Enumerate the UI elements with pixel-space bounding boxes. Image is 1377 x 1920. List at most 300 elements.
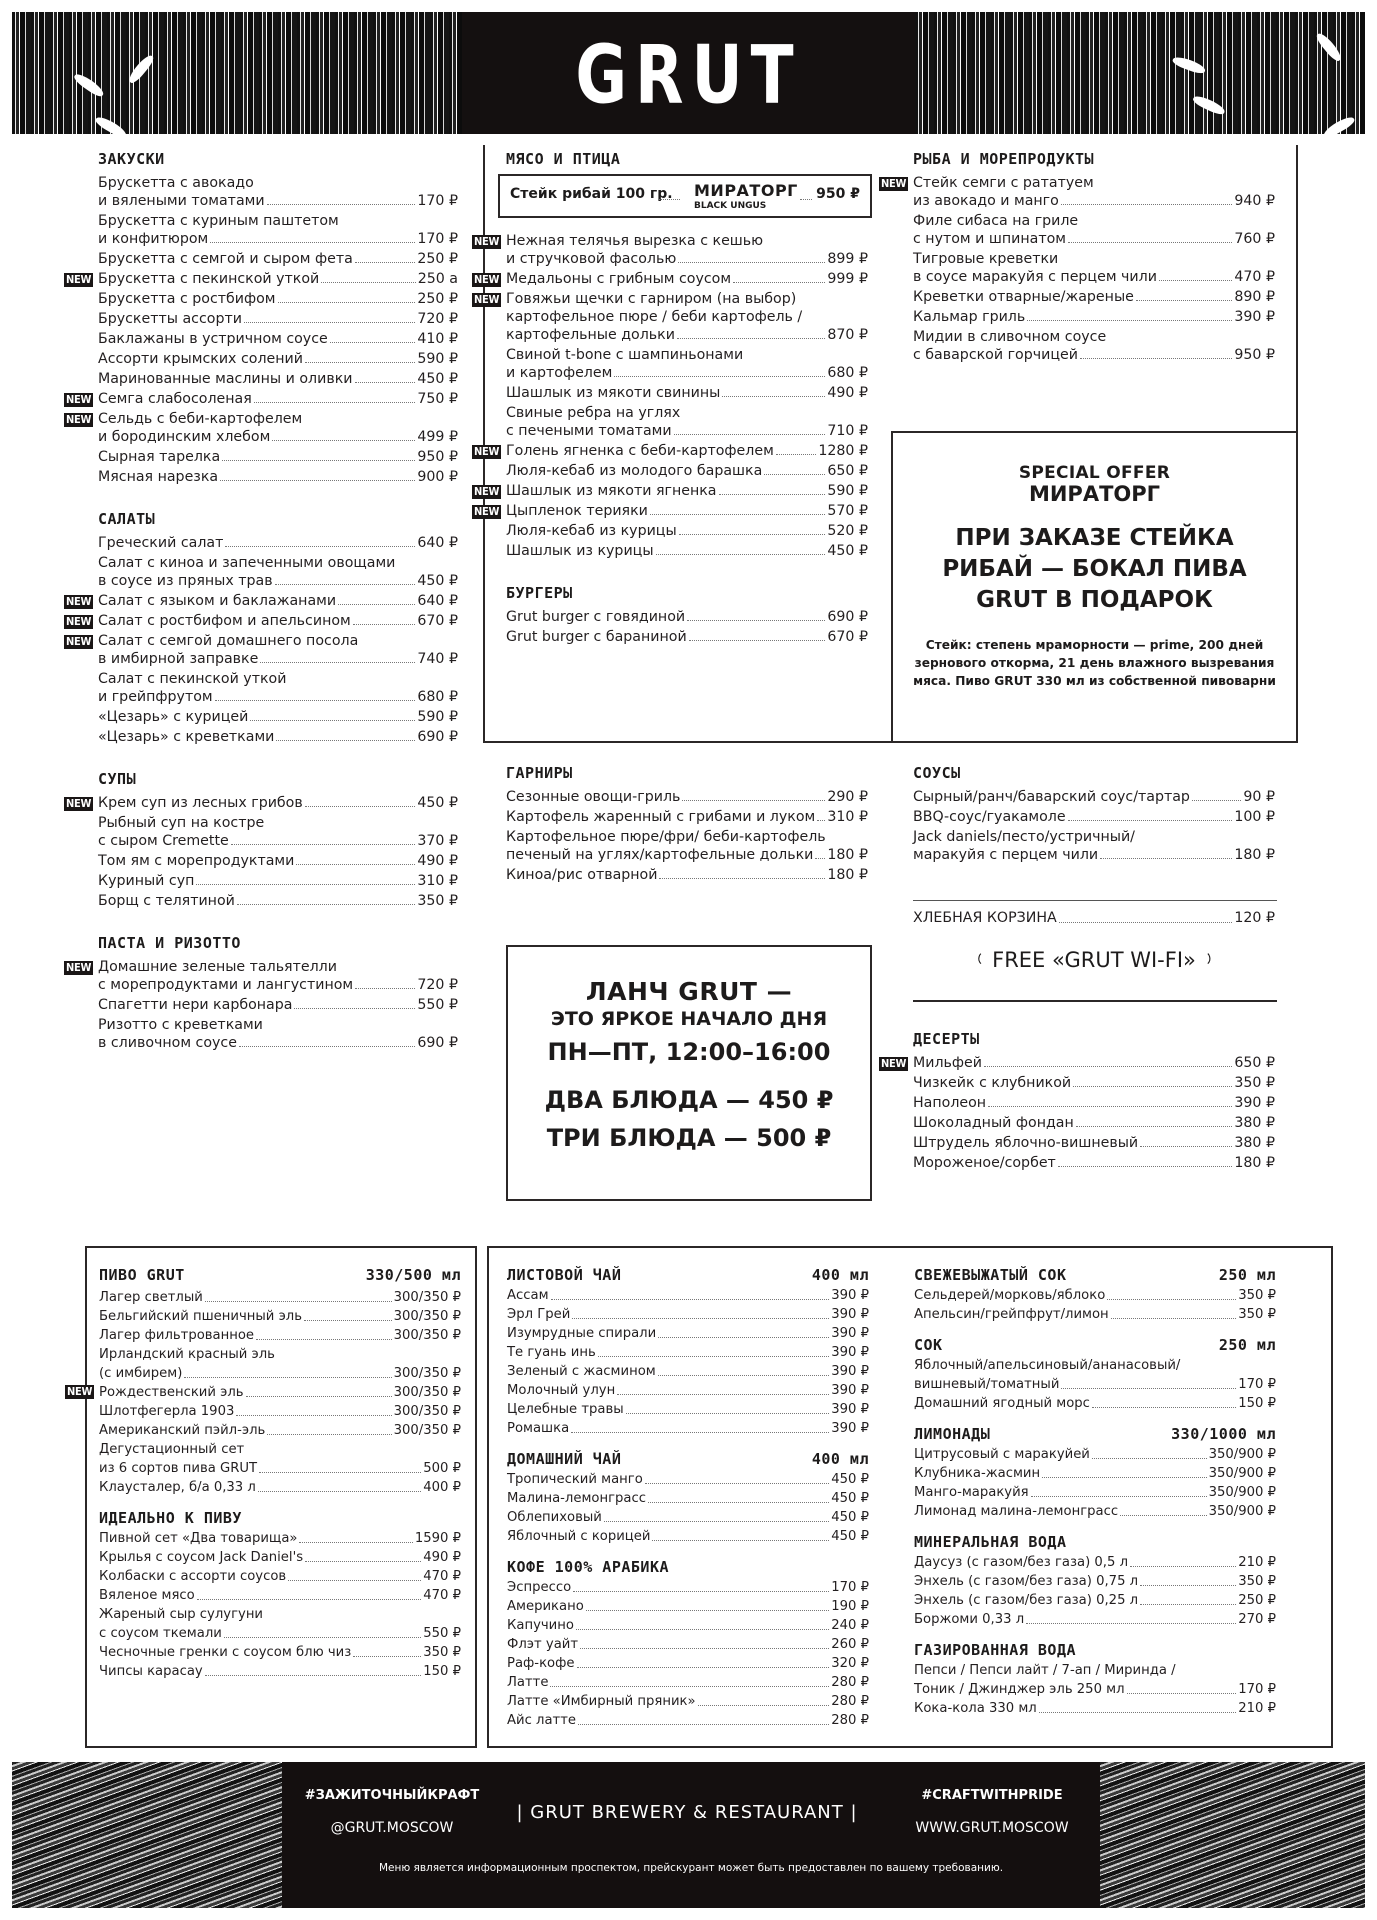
item-price: 320 ₽ <box>831 1656 869 1671</box>
new-badge: NEW <box>66 595 92 608</box>
section-ryba <box>881 146 1275 366</box>
menu-item <box>98 370 458 390</box>
item-name: и бородинским хлебом <box>98 429 271 445</box>
dot-leader <box>260 662 415 663</box>
instagram-handle[interactable]: @GRUT.MOSCOW <box>330 1820 454 1836</box>
item-price: 650 ₽ <box>827 463 868 479</box>
section-title <box>99 1262 461 1284</box>
section-pivo <box>67 1262 461 1681</box>
menu-item <box>507 1305 869 1324</box>
item-name: Grut burger с бараниной <box>506 629 687 645</box>
item-price: 210 ₽ <box>1238 1701 1276 1716</box>
menu-item <box>98 670 458 708</box>
item-price: 240 ₽ <box>831 1618 869 1633</box>
item-name: Американо <box>507 1599 584 1614</box>
item-price: 180 ₽ <box>1234 847 1275 863</box>
item-name: Латте «Имбирный пряник» <box>507 1694 696 1709</box>
item-name: Ассорти крымских солений <box>98 351 303 367</box>
new-badge: NEW <box>66 615 92 628</box>
menu-item <box>99 1402 461 1421</box>
menu-item <box>99 1605 461 1643</box>
header-band <box>12 12 1365 134</box>
item-name: печеный на углях/картофельные дольки <box>506 847 814 863</box>
item-name: Шашлык из мякоти ягненка <box>506 483 717 499</box>
menu-item <box>66 270 458 290</box>
item-name: и картофелем <box>506 365 613 381</box>
dot-leader <box>682 800 825 801</box>
menu-item <box>98 250 458 270</box>
item-price: 380 ₽ <box>1234 1115 1275 1131</box>
menu-item <box>99 1662 461 1681</box>
menu-item <box>98 1016 458 1054</box>
menu-item <box>98 728 458 748</box>
dot-leader <box>305 362 415 363</box>
item-name: Шлотфегерла 1903 <box>99 1404 235 1419</box>
volume-label: 400 мл <box>811 1450 869 1468</box>
dot-leader <box>678 262 825 263</box>
item-name: Энхель (с газом/без газа) 0,25 л <box>914 1593 1139 1608</box>
item-name: Крылья с соусом Jack Daniel's <box>99 1550 304 1565</box>
item-price: 450 ₽ <box>827 543 868 559</box>
dot-leader <box>1127 1693 1237 1694</box>
featured-steak <box>498 174 872 218</box>
item-name: Айс латте <box>507 1713 577 1728</box>
menu-item <box>66 794 458 814</box>
item-name: Том ям с морепродуктами <box>98 853 295 869</box>
menu-item <box>507 1578 869 1597</box>
footer-texture-right <box>1100 1762 1365 1908</box>
section-myaso <box>474 146 868 562</box>
dot-leader <box>1107 1299 1236 1300</box>
dot-leader <box>645 1483 829 1484</box>
new-badge: NEW <box>881 1057 907 1070</box>
item-name-line: Мидии в сливочном соусе <box>913 329 1107 345</box>
section-title <box>507 1446 869 1468</box>
item-price: 690 ₽ <box>417 1035 458 1051</box>
item-price: 390 ₽ <box>831 1421 869 1436</box>
section-title-text: ПИВО GRUT <box>99 1266 185 1284</box>
section-deserty <box>881 1026 1275 1174</box>
item-price: 120 ₽ <box>1234 910 1275 926</box>
section-title-text: СОК <box>914 1336 943 1354</box>
dot-leader <box>817 820 825 821</box>
menu-item <box>914 1356 1276 1394</box>
item-price: 390 ₽ <box>831 1383 869 1398</box>
item-price: 670 ₽ <box>417 613 458 629</box>
item-price: 900 ₽ <box>417 469 458 485</box>
new-badge: NEW <box>474 235 500 248</box>
menu-item <box>914 1445 1276 1464</box>
menu-item <box>98 814 458 852</box>
menu-item <box>98 350 458 370</box>
item-name: Греческий салат <box>98 535 224 551</box>
item-price: 450 ₽ <box>417 573 458 589</box>
menu-item <box>914 1699 1276 1718</box>
item-price: 680 ₽ <box>827 365 868 381</box>
item-name: «Цезарь» с креветками <box>98 729 275 745</box>
menu-item <box>507 1362 869 1381</box>
menu-item <box>914 1394 1276 1413</box>
menu-item <box>914 1464 1276 1483</box>
section-title-text: СВЕЖЕВЫЖАТЫЙ СОК <box>914 1266 1067 1284</box>
hashtag-ru: #ЗАЖИТОЧНЫЙКРАФТ <box>304 1788 480 1803</box>
dot-leader <box>276 740 415 741</box>
menu-item <box>507 1286 869 1305</box>
divider-wifi <box>913 1000 1277 1002</box>
item-name: Сезонные овощи-гриль <box>506 789 681 805</box>
item-price: 350 ₽ <box>1238 1307 1276 1322</box>
menu-item <box>67 1383 461 1402</box>
item-name: Мороженое/сорбет <box>913 1155 1056 1171</box>
item-name: Шоколадный фондан <box>913 1115 1074 1131</box>
item-name-line: Яблочный/апельсиновый/ананасовый/ <box>914 1358 1181 1373</box>
item-name: с соусом ткемали <box>99 1626 222 1641</box>
menu-item <box>98 996 458 1016</box>
item-name: (с имбирем) <box>99 1366 183 1381</box>
item-name-line: Салат с семгой домашнего посола <box>98 633 359 649</box>
item-price: 499 ₽ <box>417 429 458 445</box>
menu-item <box>99 1586 461 1605</box>
dot-leader <box>1140 1604 1236 1605</box>
dot-leader <box>1027 320 1232 321</box>
item-price: 410 ₽ <box>417 331 458 347</box>
dot-leader <box>215 700 416 701</box>
menu-item <box>914 1305 1276 1324</box>
item-price: 260 ₽ <box>831 1637 869 1652</box>
new-badge: NEW <box>66 797 92 810</box>
item-name: Медальоны с грибным соусом <box>506 271 732 287</box>
dot-leader <box>330 342 416 343</box>
special-headline <box>893 523 1296 616</box>
item-name: Цыпленок терияки <box>506 503 648 519</box>
column-cold-drinks <box>914 1262 1276 1718</box>
item-name: Сырный/ранч/баварский соус/тартар <box>913 789 1190 805</box>
item-price: 1590 ₽ <box>414 1531 461 1546</box>
menu-item <box>913 1074 1275 1094</box>
dot-leader <box>1080 358 1232 359</box>
menu-item <box>506 866 868 886</box>
menu-item <box>66 390 458 410</box>
menu-item <box>99 1421 461 1440</box>
dot-leader <box>267 204 416 205</box>
item-price: 450 ₽ <box>831 1491 869 1506</box>
item-price: 350 ₽ <box>1238 1288 1276 1303</box>
dot-leader <box>614 376 825 377</box>
item-price: 450 ₽ <box>831 1510 869 1525</box>
item-price: 870 ₽ <box>827 327 868 343</box>
item-price: 470 ₽ <box>423 1588 461 1603</box>
item-price: 310 ₽ <box>417 873 458 889</box>
item-price: 490 ₽ <box>423 1550 461 1565</box>
item-name: Баклажаны в устричном соусе <box>98 331 328 347</box>
dot-leader <box>304 1320 392 1321</box>
dot-leader <box>236 1415 391 1416</box>
volume-label: 400 мл <box>811 1266 869 1284</box>
item-price: 370 ₽ <box>417 833 458 849</box>
dot-leader <box>1130 1566 1236 1567</box>
section-title: САЛАТЫ <box>98 510 156 528</box>
menu-item <box>99 1326 461 1345</box>
dot-leader <box>1058 1166 1233 1167</box>
section-title: РЫБА И МОРЕПРОДУКТЫ <box>913 150 1095 168</box>
menu-item <box>98 174 458 212</box>
item-name: Облепиховый <box>507 1510 602 1525</box>
item-name: с печеными томатами <box>506 423 672 439</box>
note-line: мяса. Пиво GRUT 330 мл из собственной пивоварни <box>913 674 1276 688</box>
dot-leader <box>205 1675 422 1676</box>
dot-leader <box>580 1648 829 1649</box>
item-name: из 6 сортов пива GRUT <box>99 1461 258 1476</box>
item-name: Лагер фильтрованное <box>99 1328 255 1343</box>
menu-item <box>914 1610 1276 1629</box>
dot-leader <box>1042 1477 1207 1478</box>
dot-leader <box>258 1491 421 1492</box>
menu-item <box>98 852 458 872</box>
item-price: 310 ₽ <box>827 809 868 825</box>
item-price: 190 ₽ <box>831 1599 869 1614</box>
volume-label: 250 мл <box>1218 1336 1276 1354</box>
menu-item <box>99 1643 461 1662</box>
menu-item <box>914 1502 1276 1521</box>
dot-leader <box>267 1434 391 1435</box>
section-pasta <box>66 930 458 1054</box>
new-badge: NEW <box>66 961 92 974</box>
item-price: 570 ₽ <box>827 503 868 519</box>
item-price: 390 ₽ <box>831 1364 869 1379</box>
item-price: 590 ₽ <box>417 709 458 725</box>
item-price: 450 ₽ <box>831 1472 869 1487</box>
item-price: 300/350 ₽ <box>393 1404 461 1419</box>
item-price: 380 ₽ <box>1234 1135 1275 1151</box>
menu-item <box>507 1381 869 1400</box>
menu-item <box>506 384 868 404</box>
dot-leader <box>1100 858 1232 859</box>
item-name: Семга слабосоленая <box>98 391 252 407</box>
dot-leader <box>355 382 416 383</box>
section-title: СУПЫ <box>98 770 137 788</box>
dot-leader <box>984 1066 1232 1067</box>
item-name: Мясная нарезка <box>98 469 219 485</box>
section-title: ПАСТА И РИЗОТТО <box>98 934 241 952</box>
item-name: Чесночные гренки с соусом блю чиз <box>99 1645 352 1660</box>
dot-leader <box>222 460 415 461</box>
item-name: Зеленый с жасмином <box>507 1364 656 1379</box>
dot-leader <box>626 1413 830 1414</box>
item-name-line: Ирландский красный эль <box>99 1347 275 1362</box>
menu-item <box>914 1483 1276 1502</box>
item-price: 470 ₽ <box>423 1569 461 1584</box>
item-name: Киноа/рис отварной <box>506 867 658 883</box>
item-name: Сельдерей/морковь/яблоко <box>914 1288 1106 1303</box>
item-price: 450 ₽ <box>831 1529 869 1544</box>
item-name: Grut burger с говядиной <box>506 609 686 625</box>
item-name: Ромашка <box>507 1421 570 1436</box>
dot-leader <box>1092 1407 1236 1408</box>
item-name: Пивной сет «Два товарища» <box>99 1531 298 1546</box>
dot-leader <box>687 620 825 621</box>
dot-leader <box>224 1637 421 1638</box>
item-price: 170 ₽ <box>417 193 458 209</box>
item-name-line: Тигровые креветки <box>913 251 1059 267</box>
item-price: 180 ₽ <box>827 847 868 863</box>
new-badge: NEW <box>474 485 500 498</box>
item-price: 350 ₽ <box>423 1645 461 1660</box>
menu-item <box>913 288 1275 308</box>
item-name: и грейпфрутом <box>98 689 213 705</box>
item-name: Шашлык из курицы <box>506 543 654 559</box>
volume-label: 250 мл <box>1218 1266 1276 1284</box>
item-name: Яблочный с корицей <box>507 1529 651 1544</box>
dot-leader <box>254 402 416 403</box>
item-price: 170 ₽ <box>1238 1682 1276 1697</box>
menu-item <box>913 328 1275 366</box>
menu-item <box>506 628 868 648</box>
item-name: картофельные дольки <box>506 327 675 343</box>
section-title: БУРГЕРЫ <box>506 584 573 602</box>
lunch-title: ЛАНЧ GRUT — <box>585 977 793 1006</box>
section-title: ЗАКУСКИ <box>98 150 165 168</box>
volume-label: 330/1000 мл <box>1171 1425 1276 1443</box>
section-title: КОФЕ 100% АРАБИКА <box>507 1558 670 1576</box>
lunch-box <box>506 945 872 1201</box>
website-link[interactable]: WWW.GRUT.MOSCOW <box>915 1820 1069 1836</box>
item-name-line: Брускетта с куриным паштетом <box>98 213 339 229</box>
item-price: 1280 ₽ <box>818 443 868 459</box>
item-name: Голень ягненка с беби-картофелем <box>506 443 774 459</box>
item-price: 390 ₽ <box>831 1402 869 1417</box>
miratorg-logo: МИРАТОРГ <box>694 181 798 200</box>
dot-leader <box>674 434 826 435</box>
menu-item <box>474 442 868 462</box>
dot-leader <box>1026 1623 1236 1624</box>
dot-leader <box>1068 242 1232 243</box>
item-name: Наполеон <box>913 1095 987 1111</box>
menu-item <box>507 1616 869 1635</box>
item-price: 950 ₽ <box>417 449 458 465</box>
section-title: СОУСЫ <box>913 764 961 782</box>
item-name: Чизкейк с клубникой <box>913 1075 1072 1091</box>
item-price: 550 ₽ <box>417 997 458 1013</box>
item-name: Чипсы карасау <box>99 1664 203 1679</box>
dot-leader <box>573 1591 829 1592</box>
menu-item <box>99 1440 461 1478</box>
item-name: Изумрудные спирали <box>507 1326 657 1341</box>
column-1 <box>66 146 458 1054</box>
item-name: Брускетта с семгой и сыром фета <box>98 251 353 267</box>
dot-leader <box>288 1580 421 1581</box>
item-name-line: Дегустационный сет <box>99 1442 245 1457</box>
menu-item <box>98 708 458 728</box>
item-price: 300/350 ₽ <box>393 1366 461 1381</box>
section-title-text: ДОМАШНИЙ ЧАЙ <box>507 1450 622 1468</box>
item-name: Эспрессо <box>507 1580 572 1595</box>
item-name-line: Брускетта с авокадо <box>98 175 254 191</box>
dot-leader <box>1140 1146 1232 1147</box>
item-name-line: Рыбный суп на костре <box>98 815 265 831</box>
special-note <box>893 636 1296 690</box>
featured-name: Стейк рибай 100 гр. <box>510 186 673 202</box>
dot-leader <box>239 1046 415 1047</box>
item-name: с сыром Cremette <box>98 833 229 849</box>
item-price: 250 ₽ <box>417 291 458 307</box>
item-name: Домашний ягодный морс <box>914 1396 1090 1411</box>
item-price: 270 ₽ <box>1238 1612 1276 1627</box>
dot-leader <box>272 440 415 441</box>
dot-leader <box>231 844 416 845</box>
item-price: 710 ₽ <box>827 423 868 439</box>
new-badge: NEW <box>66 635 92 648</box>
dot-leader <box>1140 1585 1236 1586</box>
item-name: с морепродуктами и лангустином <box>98 977 354 993</box>
miratorg-sub: BLACK UNGUS <box>694 201 767 211</box>
dot-leader <box>650 514 826 515</box>
item-name: BBQ-соус/гуакамоле <box>913 809 1066 825</box>
item-name: в соусе маракуйя с перцем чили <box>913 269 1157 285</box>
wifi-icon: ◜ <box>970 948 993 972</box>
menu-item <box>506 608 868 628</box>
menu-item <box>914 1591 1276 1610</box>
dot-leader <box>719 494 826 495</box>
featured-dots <box>658 199 680 200</box>
item-name-line: Jack daniels/песто/устричный/ <box>913 829 1135 845</box>
item-price: 590 ₽ <box>827 483 868 499</box>
item-price: 350/900 ₽ <box>1208 1447 1276 1462</box>
wifi-text: FREE «GRUT WI-FI» <box>992 948 1196 972</box>
menu-item <box>99 1288 461 1307</box>
new-badge: NEW <box>67 1385 93 1398</box>
dot-leader <box>551 1299 830 1300</box>
featured-price: 950 ₽ <box>816 186 860 202</box>
item-name: Брускетта с пекинской уткой <box>98 271 320 287</box>
dot-leader <box>256 1339 392 1340</box>
item-name: в сливочном соусе <box>98 1035 237 1051</box>
menu-item <box>881 1054 1275 1074</box>
dot-leader <box>652 1540 829 1541</box>
item-name-line: Свиные ребра на углях <box>506 405 681 421</box>
menu-item <box>98 212 458 250</box>
dot-leader <box>225 546 415 547</box>
dot-leader <box>246 1396 392 1397</box>
item-name-line: Пепси / Пепси лайт / 7-ап / Миринда / <box>914 1663 1176 1678</box>
item-price: 390 ₽ <box>1234 1095 1275 1111</box>
lunch-two-courses: ДВА БЛЮДА — 450 ₽ <box>544 1086 834 1114</box>
menu-item <box>914 1286 1276 1305</box>
new-badge: NEW <box>66 393 92 406</box>
dot-leader <box>1073 1086 1232 1087</box>
item-name: Крем суп из лесных грибов <box>98 795 303 811</box>
item-name: Бельгийский пшеничный эль <box>99 1309 303 1324</box>
item-price: 180 ₽ <box>827 867 868 883</box>
dot-leader <box>205 1301 392 1302</box>
item-name: Тропический манго <box>507 1472 643 1487</box>
new-badge: NEW <box>474 273 500 286</box>
item-name: Лагер светлый <box>99 1290 203 1305</box>
dot-leader <box>572 1318 829 1319</box>
item-name: Люля-кебаб из курицы <box>506 523 677 539</box>
brand-name: | GRUT BREWERY & RESTAURANT | <box>516 1802 858 1823</box>
dot-leader <box>764 474 825 475</box>
menu-item <box>98 534 458 554</box>
menu-item <box>98 290 458 310</box>
menu-item <box>506 808 868 828</box>
menu-item <box>99 1345 461 1383</box>
item-name-line: Салат с киноа и запеченными овощами <box>98 555 396 571</box>
dot-leader <box>278 302 416 303</box>
item-name-line: Картофельное пюре/фри/ беби-картофель <box>506 829 826 845</box>
dot-leader <box>648 1502 829 1503</box>
dot-leader <box>305 1561 421 1562</box>
item-name: Брускетты ассорти <box>98 311 242 327</box>
